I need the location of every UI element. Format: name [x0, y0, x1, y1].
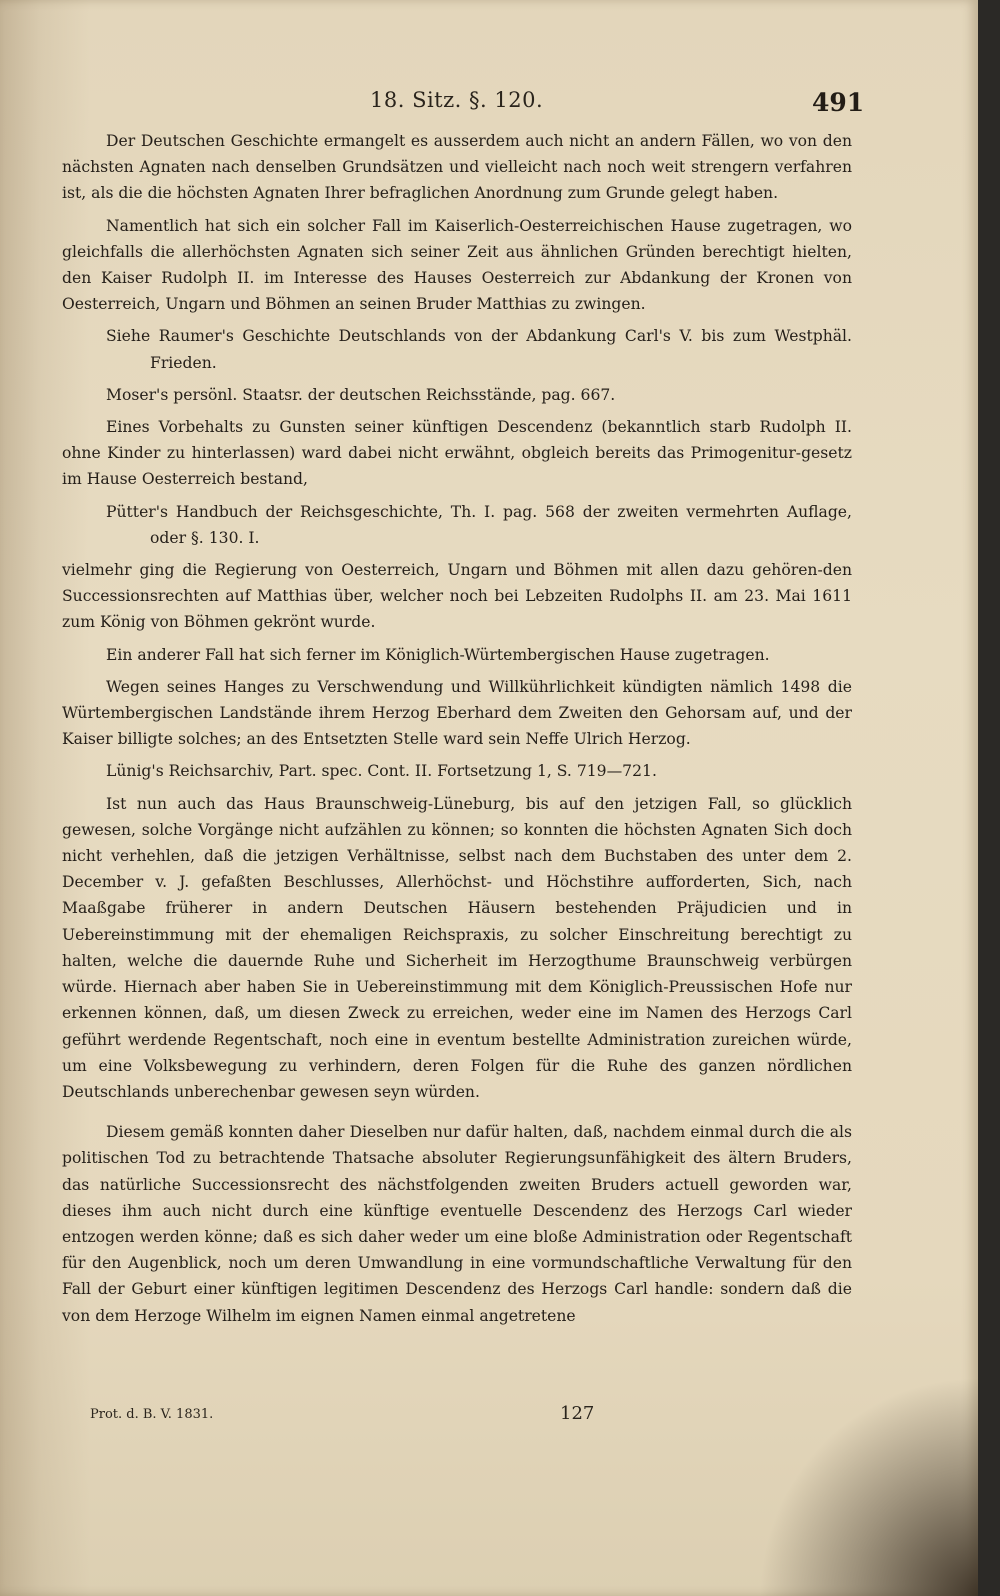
page-footer [0, 1403, 978, 1429]
paragraph: vielmehr ging die Regierung von Oesterreich, Ungarn und Böhmen mit allen dazu gehören-den Successionsrechten auf Matthias über, welcher noch bei Lebzeiten Rudolphs II. am 23. Mai 1611 zum König von Böhmen gekrönt wurde. [62, 561, 852, 632]
body-text [62, 128, 852, 1335]
page-header [0, 88, 978, 124]
paragraph: Der Deutschen Geschichte ermangelt es ausserdem auch nicht an andern Fällen, wo von den nächsten Agnaten nach denselben Grundsätzen und vielleicht nach noch weit strengern verfahren ist, als die die höchsten Agnaten Ihrer befraglichen Anordnung zum Grunde gelegt haben. [62, 132, 852, 203]
paragraph: Ist nun auch das Haus Braunschweig-Lüneburg, bis auf den jetzigen Fall, so glücklich gewesen, solche Vorgänge nicht aufzählen zu können; so konnten die höchsten Agnaten Sich doch nicht verhehlen, daß die jetzigen Verhältnisse, selbst nach dem Buchstaben des unter dem 2. December v. J. gefaßten Beschlusses, Allerhöchst- und Höchstihre aufforderten, Sich, nach Maaßgabe früherer in andern Deutschen Häusern bestehenden Präjudicien und in Uebereinstimmung mit der ehemaligen Reichspraxis, zu solcher Einschreitung berechtigt zu halten, welche die dauernde Ruhe und Sicherheit im Herzogthume Braunschweig verbürgen würde. Hiernach aber haben Sie in Uebereinstimmung mit dem Königlich-Preussischen Hofe nur erkennen können, daß, um diesen Zweck zu erreichen, weder eine im Namen des Herzogs Carl geführt werdende Regentschaft, noch eine in eventum bestellte Administration zureichen würde, um eine Volksbewegung zu verhindern, deren Folgen für die Ruhe des ganzen nördlichen Deutschlands unberechenbar gewesen seyn würden. [62, 794, 852, 1101]
paragraph: Namentlich hat sich ein solcher Fall im Kaiserlich-Oesterreichischen Hause zugetragen, wo gleichfalls die allerhöchsten Agnaten sich seiner Zeit aus ähnlichen Gründen berechtigt hielten, den Kaiser Rudolph II. im Interesse des Hauses Oesterreich zur Abdankung der Kronen von Oesterreich, Ungarn und Böhmen an seinen Bruder Matthias zu zwingen. [62, 216, 852, 314]
citation: Moser's persönl. Staatsr. der deutschen Reichsstände, pag. 667. [106, 385, 616, 404]
running-head: 18. Sitz. §. 120. [370, 88, 544, 112]
paragraph: Ein anderer Fall hat sich ferner im Königlich-Würtembergischen Hause zugetragen. [106, 645, 770, 664]
paragraph: Eines Vorbehalts zu Gunsten seiner künftigen Descendenz (bekanntlich starb Rudolph II. ohne Kinder zu hinterlassen) ward dabei nicht erwähnt, obgleich bereits das Primogenitur-gesetz im Hause Oesterreich bestand, [62, 418, 852, 489]
citation: Lünig's Reichsarchiv, Part. spec. Cont. II. Fortsetzung 1, S. 719—721. [106, 762, 657, 781]
citation: Pütter's Handbuch der Reichsgeschichte, Th. I. pag. 568 der zweiten vermehrten Auflage, oder §. 130. I. [106, 502, 852, 547]
paragraph: Wegen seines Hanges zu Verschwendung und Willkührlichkeit kündigten nämlich 1498 die Würtembergischen Landstände ihrem Herzog Eberhard dem Zweiten den Gehorsam auf, und der Kaiser billigte solches; an des Entsetzten Stelle ward sein Neffe Ulrich Herzog. [62, 677, 852, 749]
signature-mark: Prot. d. B. V. 1831. [90, 1407, 214, 1422]
scan-background-edge [978, 0, 1000, 1596]
paragraph: Diesem gemäß konnten daher Dieselben nur dafür halten, daß, nachdem einmal durch die als politischen Tod zu betrachtende Thatsache absoluter Regierungsunfähigkeit des ältern Bruders, das natürliche Successionsrecht des nächstfolgenden zweiten Bruders actuell geworden war, dieses ihm auch nicht durch eine künftige eventuelle Descendenz des Herzogs Carl wieder entzogen werden könne; daß es sich daher weder um eine bloße Administration oder Regentschaft für den Augenblick, noch um deren Umwandlung in eine vormundschaftliche Verwaltung für den Fall der Geburt einer künftigen legitimen Descendenz des Herzogs Carl handle: sondern daß die von dem Herzoge Wilhelm im eignen Namen einmal angetretene [62, 1123, 852, 1325]
citation: Siehe Raumer's Geschichte Deutschlands von der Abdankung Carl's V. bis zum Westphäl. Frieden. [106, 327, 852, 372]
page-number: 491 [812, 88, 865, 117]
sheet-number: 127 [560, 1403, 595, 1424]
